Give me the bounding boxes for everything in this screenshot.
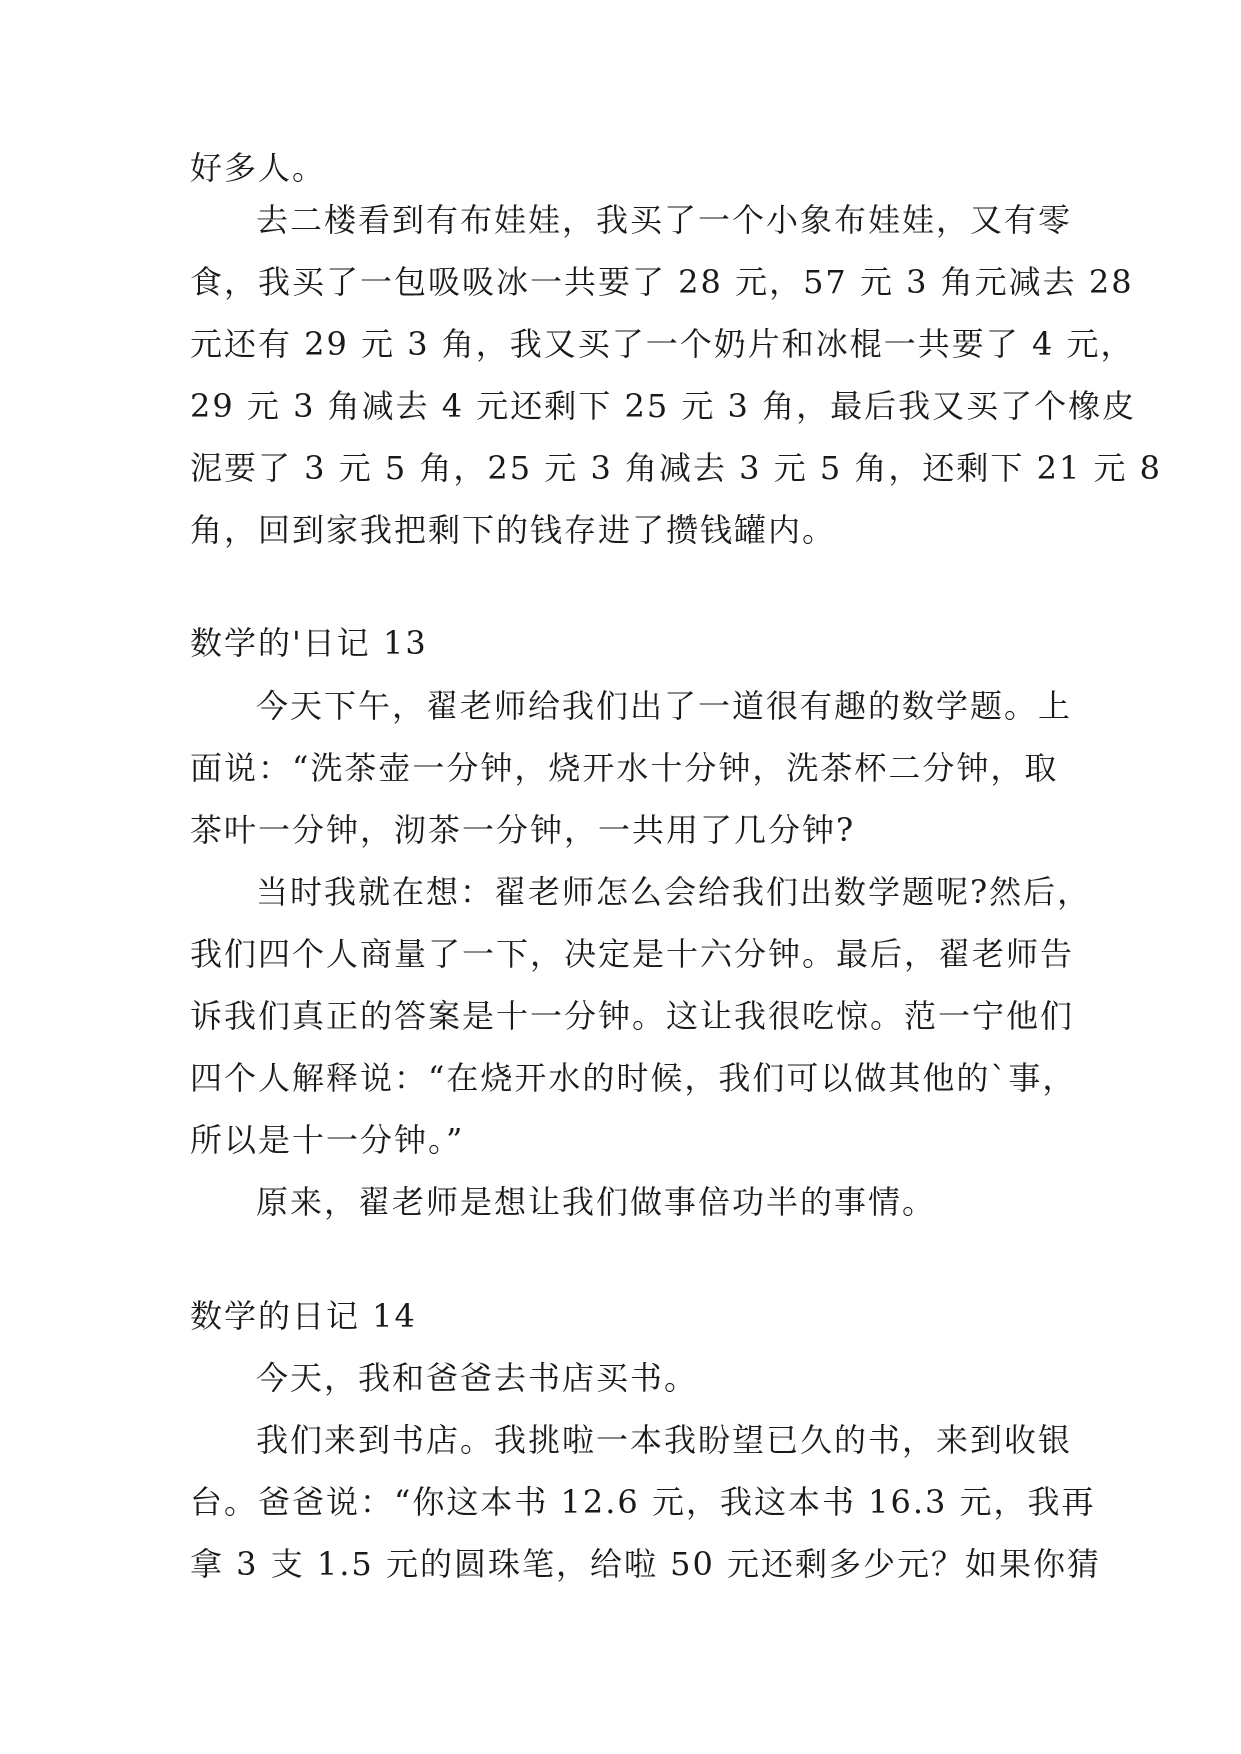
paragraph-line: 食，我买了一包吸吸冰一共要了 28 元，57 元 3 角元减去 28 bbox=[190, 263, 1134, 301]
section-heading: 数学的日记 14 bbox=[190, 1297, 417, 1335]
paragraph-line: 元还有 29 元 3 角，我又买了一个奶片和冰棍一共要了 4 元， bbox=[190, 325, 1135, 363]
paragraph-line: 拿 3 支 1.5 元的圆珠笔，给啦 50 元还剩多少元？如果你猜 bbox=[190, 1545, 1102, 1583]
paragraph-line: 茶叶一分钟，沏茶一分钟，一共用了几分钟? bbox=[190, 811, 856, 849]
paragraph-line: 今天下午，翟老师给我们出了一道很有趣的数学题。上 bbox=[256, 687, 1073, 725]
paragraph-line: 今天，我和爸爸去书店买书。 bbox=[256, 1359, 699, 1397]
paragraph-line: 我们四个人商量了一下，决定是十六分钟。最后，翟老师告 bbox=[190, 935, 1075, 973]
paragraph-line: 角，回到家我把剩下的钱存进了攒钱罐内。 bbox=[190, 511, 837, 549]
paragraph-line: 好多人。 bbox=[190, 149, 327, 187]
paragraph-line: 去二楼看到有布娃娃，我买了一个小象布娃娃，又有零 bbox=[256, 201, 1073, 239]
paragraph-line: 所以是十一分钟。” bbox=[190, 1121, 465, 1159]
paragraph-line: 诉我们真正的答案是十一分钟。这让我很吃惊。范一宁他们 bbox=[190, 997, 1075, 1035]
paragraph-line: 我们来到书店。我挑啦一本我盼望已久的书，来到收银 bbox=[256, 1421, 1073, 1459]
paragraph-line: 泥要了 3 元 5 角，25 元 3 角减去 3 元 5 角，还剩下 21 元 8 bbox=[190, 449, 1163, 487]
paragraph-line: 四个人解释说：“在烧开水的时候，我们可以做其他的`事， bbox=[190, 1059, 1077, 1097]
paragraph-line: 29 元 3 角减去 4 元还剩下 25 元 3 角，最后我又买了个橡皮 bbox=[190, 387, 1137, 425]
section-heading: 数学的'日记 13 bbox=[190, 624, 428, 662]
paragraph-line: 面说：“洗茶壶一分钟，烧开水十分钟，洗茶杯二分钟，取 bbox=[190, 749, 1059, 787]
paragraph-line: 原来，翟老师是想让我们做事倍功半的事情。 bbox=[256, 1183, 937, 1221]
paragraph-line: 当时我就在想：翟老师怎么会给我们出数学题呢?然后， bbox=[256, 873, 1092, 911]
paragraph-line: 台。爸爸说：“你这本书 12.6 元，我这本书 16.3 元，我再 bbox=[190, 1483, 1096, 1521]
